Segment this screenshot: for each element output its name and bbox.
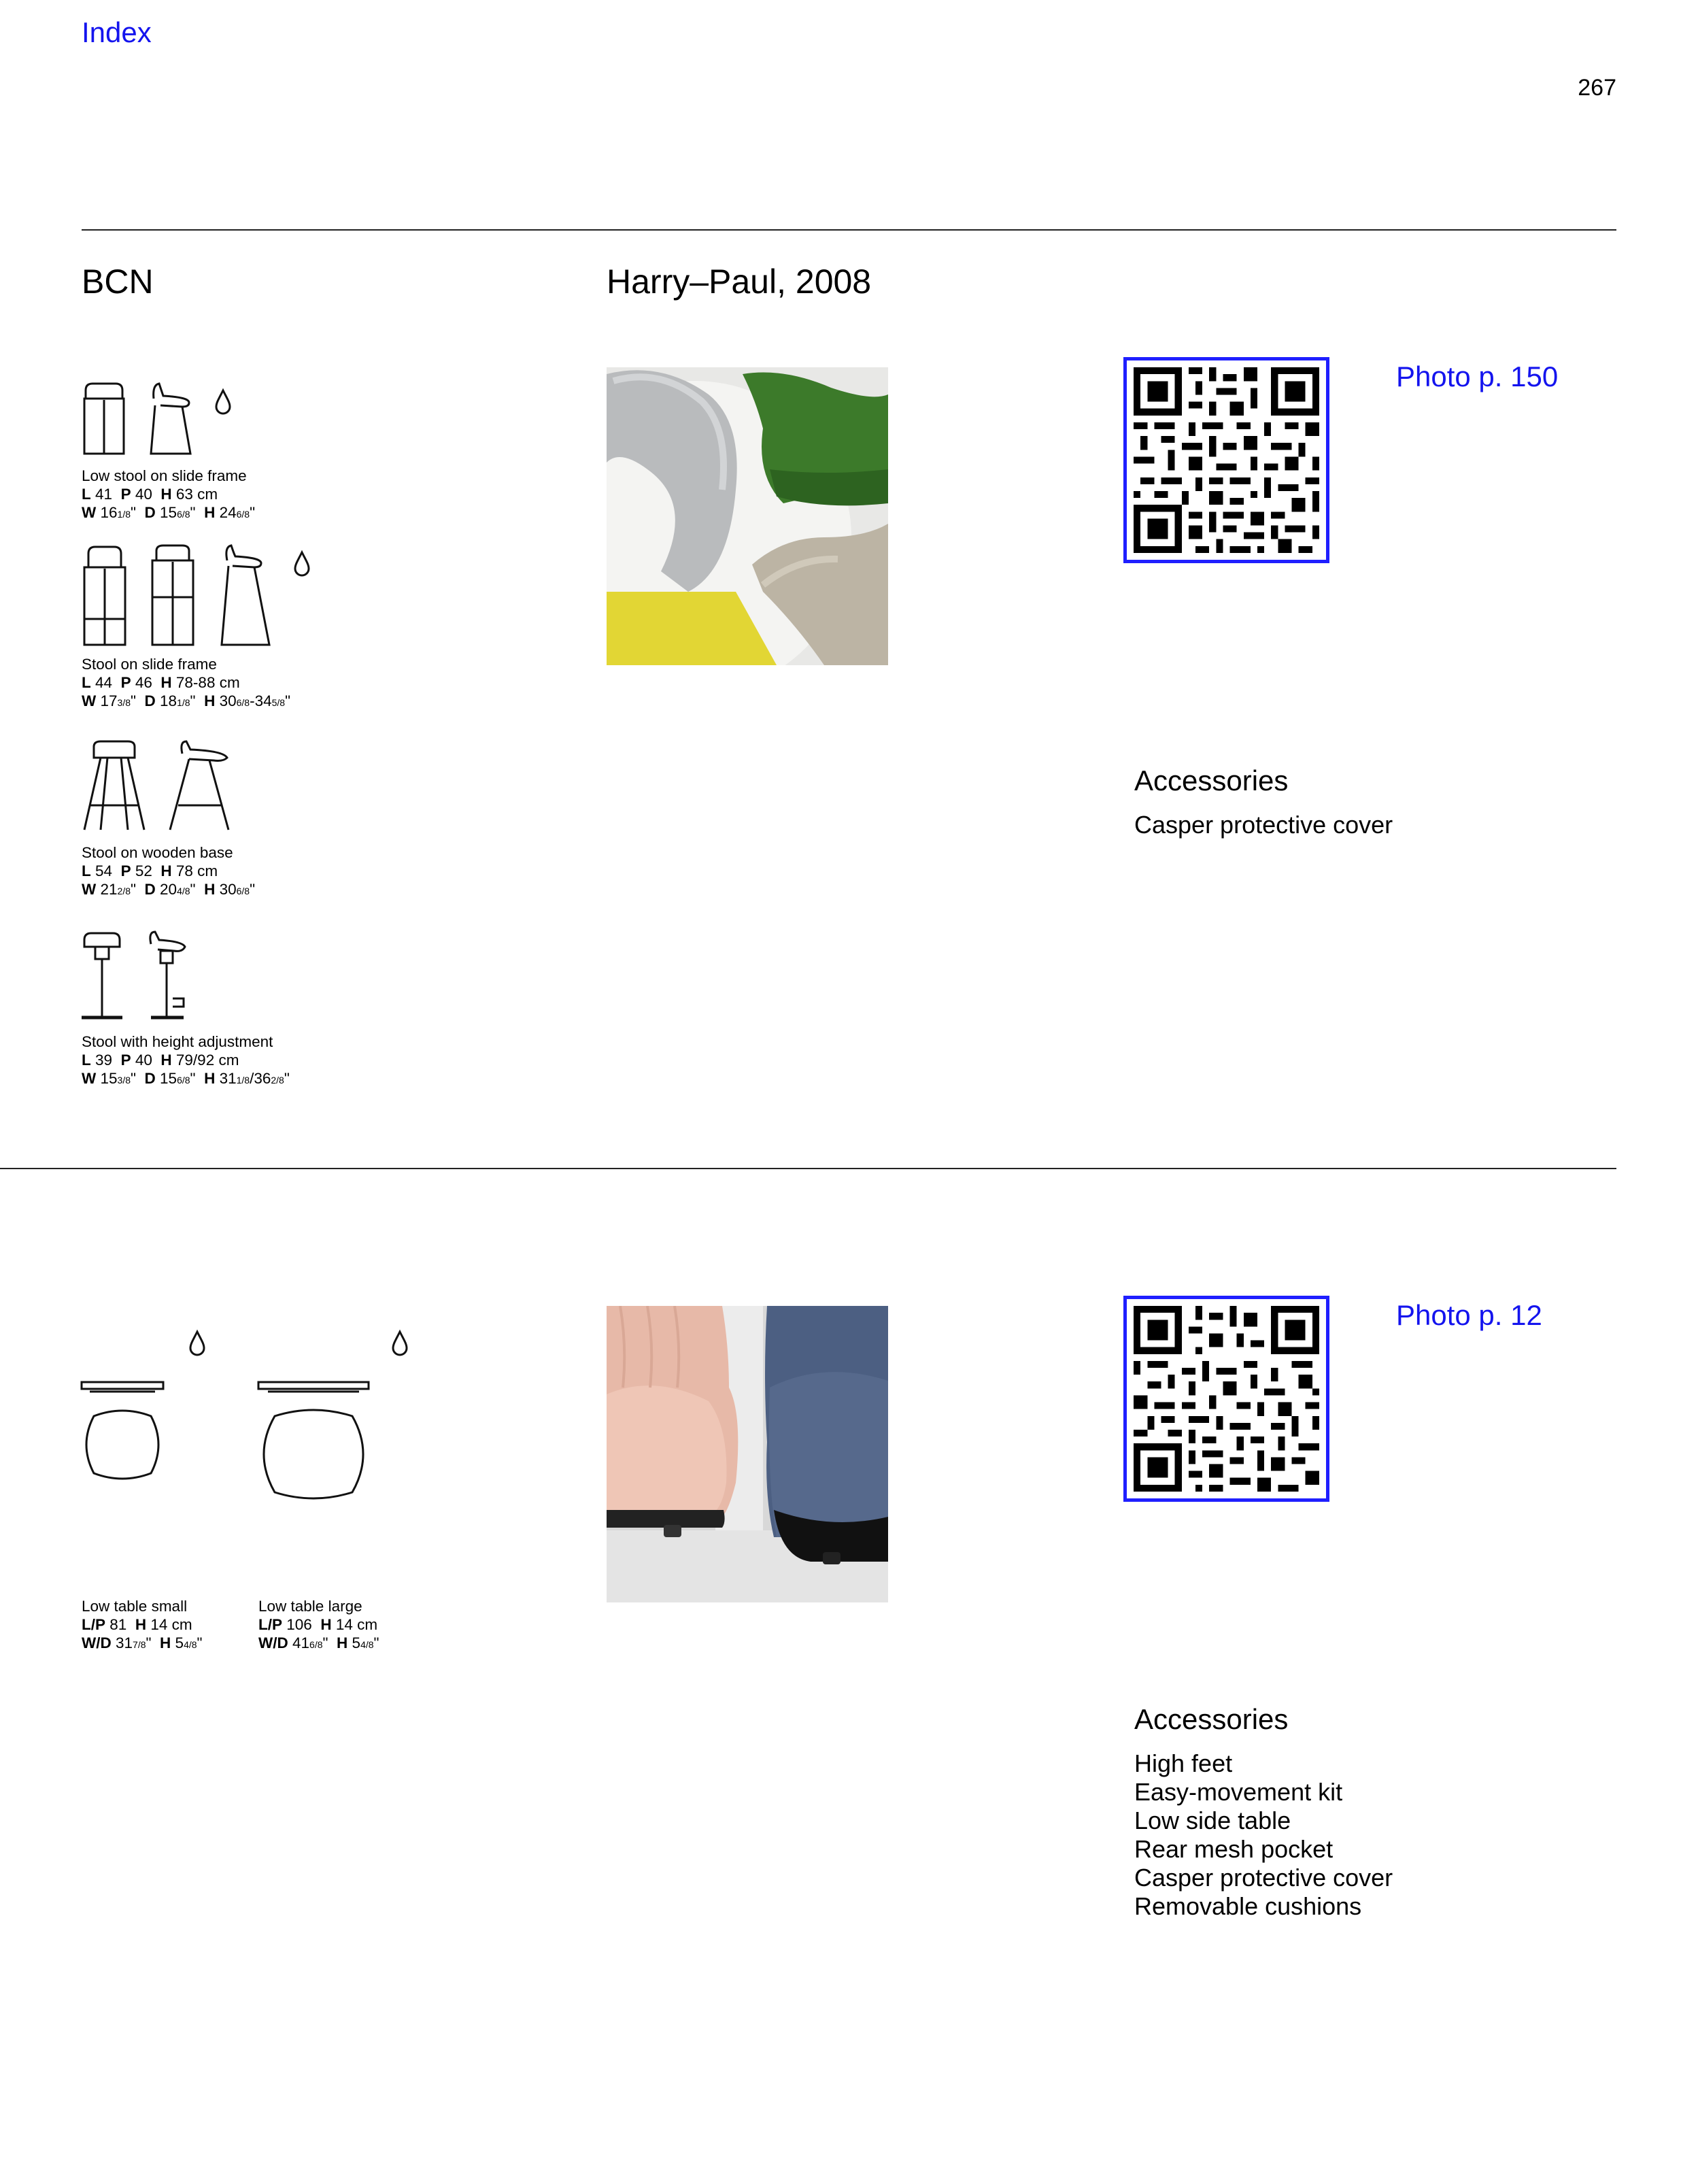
variant-name: Stool on wooden base <box>82 844 233 861</box>
accessories-list <box>1134 1749 1393 1921</box>
low-table-large-drawings <box>257 1329 427 1533</box>
photo-page-link[interactable]: Photo p. 150 <box>1396 360 1559 392</box>
section-divider <box>0 1168 1616 1169</box>
variant-name: Stool with height adjustment <box>82 1033 273 1050</box>
photo-page-link[interactable]: Photo p. 12 <box>1396 1299 1542 1331</box>
accessory-item: Casper protective cover <box>1134 811 1393 839</box>
index-link[interactable]: Index <box>82 16 152 48</box>
drop-icon <box>295 552 309 575</box>
adjustable-stool-side-icon <box>150 932 185 1018</box>
accessories-list <box>1134 811 1393 839</box>
qr-code-icon <box>1127 360 1326 560</box>
accessories-title: Accessories <box>1134 1703 1289 1735</box>
low-stool-side-icon <box>151 384 190 454</box>
product-photo-armchairs <box>607 1306 888 1602</box>
drop-icon <box>216 390 230 414</box>
variant-name: Low table small <box>82 1598 188 1615</box>
wooden-stool-side-icon <box>170 741 228 830</box>
qr-code-icon <box>1127 1299 1326 1498</box>
accessory-item: Removable cushions <box>1134 1892 1362 1920</box>
stool-front-icon-low <box>84 547 125 645</box>
low-stool-front-icon <box>84 384 124 454</box>
low-table-large-top-icon <box>264 1410 363 1498</box>
adjustable-stool-front-icon <box>82 933 122 1018</box>
stool-height-adjustment-drawings <box>80 930 216 1022</box>
variant-name: Low stool on slide frame <box>82 467 247 484</box>
drop-icon <box>393 1332 407 1355</box>
low-stool-slide-frame-drawings <box>80 382 243 457</box>
variant-name: Low table large <box>258 1598 362 1615</box>
accessories-title: Accessories <box>1134 765 1289 796</box>
accessory-item: Rear mesh pocket <box>1134 1835 1334 1863</box>
variant-2-spec: Stool on slide frame L 44 P 46 H 78-88 cm W 173/8" D 181/8" H 306/8-345/8" <box>82 655 462 712</box>
variant-1-spec: Low stool on slide frame L 41 P 40 H 63 cm W 161/8" D 156/8" H 246/8" <box>82 467 422 524</box>
wooden-stool-front-icon <box>84 741 144 830</box>
designer-year: Harry–Paul, 2008 <box>607 263 872 301</box>
low-table-large-side-icon <box>258 1382 369 1392</box>
low-table-small-top-icon <box>86 1411 158 1479</box>
accessory-item: Easy-movement kit <box>1134 1778 1343 1806</box>
stool-wooden-base-drawings <box>80 740 243 832</box>
drop-icon <box>190 1332 204 1355</box>
low-table-large-spec: Low table large L/P 106 H 14 cm W/D 416/8" H 54/8" <box>258 1597 435 1654</box>
low-table-small-side-icon <box>82 1382 163 1392</box>
product-name: BCN <box>82 263 154 301</box>
accessory-item: Low side table <box>1134 1807 1291 1834</box>
qr-code-link[interactable] <box>1123 357 1329 563</box>
low-table-small-spec: Low table small L/P 81 H 14 cm W/D 317/8" H 54/8" <box>82 1597 252 1654</box>
stool-front-icon-high <box>152 545 193 645</box>
page-number: 267 <box>1578 75 1616 101</box>
variant-3-spec: Stool on wooden base L 54 P 52 H 78 cm W 212/8" D 204/8" H 306/8" <box>82 843 422 901</box>
accessory-item: High feet <box>1134 1749 1233 1777</box>
accessory-item: Casper protective cover <box>1134 1864 1393 1892</box>
product-photo-bcn-stools <box>607 367 888 665</box>
low-table-small-drawings <box>80 1329 230 1506</box>
stool-side-icon <box>222 545 269 645</box>
section-divider <box>82 229 1616 231</box>
stool-slide-frame-drawings <box>80 544 325 646</box>
qr-code-link[interactable] <box>1123 1296 1329 1502</box>
variant-4-spec: Stool with height adjustment L 39 P 40 H 79/92 cm W 153/8" D 156/8" H 311/8/362/8" <box>82 1032 462 1090</box>
variant-name: Stool on slide frame <box>82 656 217 673</box>
